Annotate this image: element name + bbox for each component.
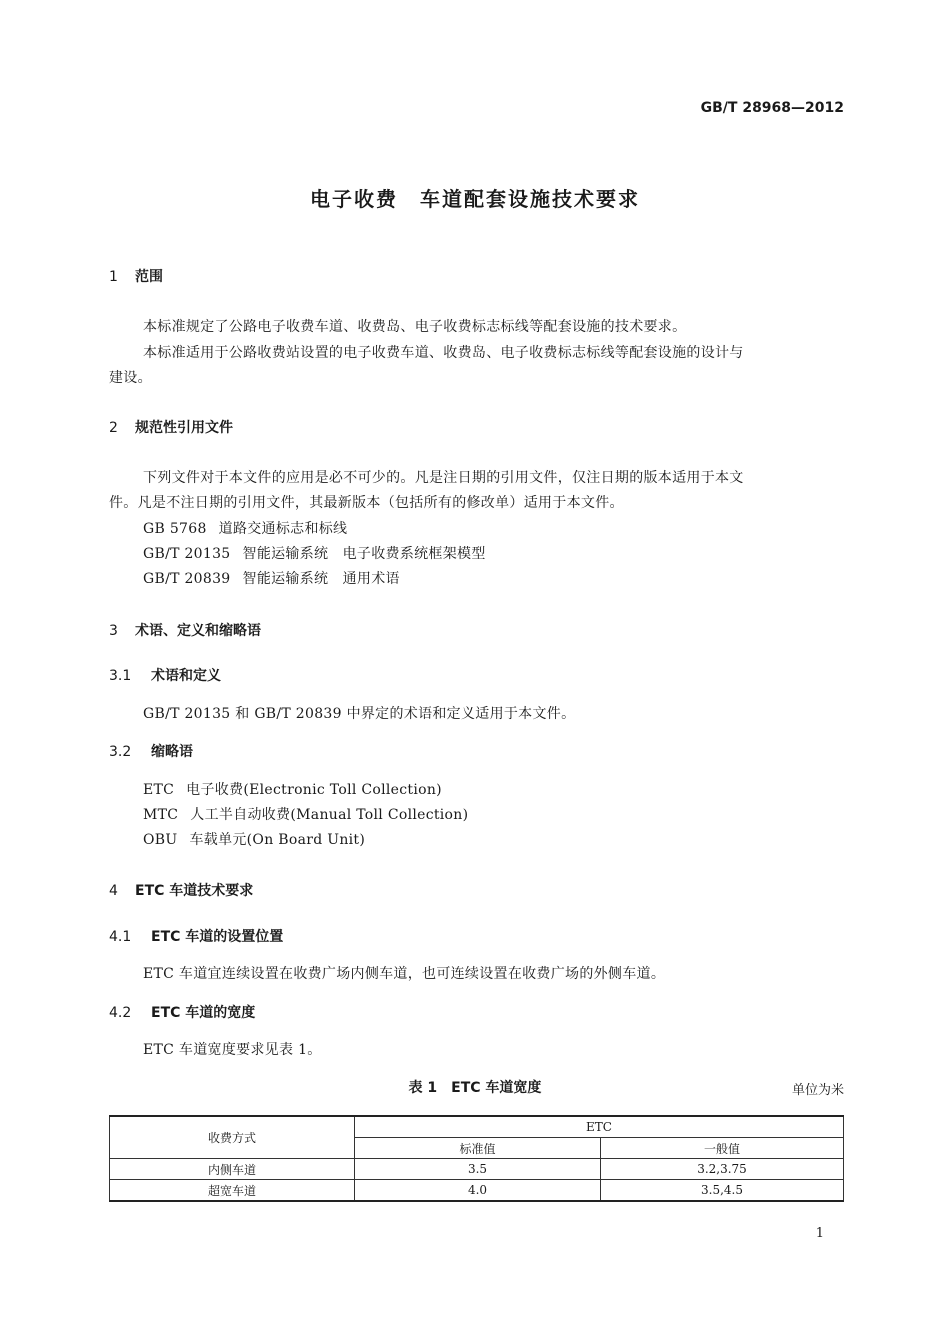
- cell-general: 3.5,4.5: [601, 1180, 844, 1202]
- cell-lane: 超宽车道: [110, 1180, 355, 1202]
- abbreviation: ETC: [143, 782, 175, 798]
- subsection-title: ETC 车道的宽度: [151, 1005, 256, 1021]
- abbreviation: OBU: [143, 832, 178, 848]
- page-number: 1: [815, 1226, 824, 1241]
- abbreviation: MTC: [143, 807, 179, 823]
- section-2-heading: [109, 417, 233, 437]
- abbreviation-item: [143, 804, 468, 824]
- section-title: 术语、定义和缩略语: [135, 623, 261, 639]
- paragraph: GB/T 20135 和 GB/T 20839 中界定的术语和定义适用于本文件。: [143, 706, 576, 722]
- reference-code: GB 5768: [143, 521, 207, 537]
- etc-lane-width-table: [109, 1115, 844, 1202]
- section-title: 规范性引用文件: [135, 420, 233, 436]
- header-cell-general: 一般值: [601, 1138, 844, 1159]
- reference-name: 智能运输系统 电子收费系统框架模型: [242, 546, 486, 562]
- cell-lane: 内侧车道: [110, 1159, 355, 1180]
- paragraph: 下列文件对于本文件的应用是必不可少的。凡是注日期的引用文件，仅注日期的版本适用于本文: [143, 470, 744, 486]
- abbreviation-item: [143, 829, 365, 849]
- reference-item: [143, 568, 400, 588]
- subsection-title: 缩略语: [151, 744, 193, 760]
- section-1-heading: [109, 266, 163, 286]
- section-title: ETC 车道技术要求: [135, 883, 254, 899]
- section-title: 范围: [135, 269, 163, 285]
- subsection-number: 4.1: [109, 929, 132, 945]
- abbreviation-full: 人工半自动收费(Manual Toll Collection): [190, 807, 469, 823]
- abbreviation-full: 电子收费(Electronic Toll Collection): [186, 782, 442, 798]
- reference-item: [143, 518, 347, 538]
- table-unit: 单位为米: [791, 1083, 844, 1098]
- table-row: [110, 1180, 844, 1202]
- subsection-title: ETC 车道的设置位置: [151, 929, 284, 945]
- subsection-3-1-heading: [109, 665, 221, 685]
- section-4-heading: [109, 880, 253, 900]
- header-cell-method: 收费方式: [110, 1116, 355, 1159]
- standard-number: GB/T 28968—2012: [700, 100, 844, 116]
- reference-name: 智能运输系统 通用术语: [242, 571, 400, 587]
- paragraph: 件。凡是不注日期的引用文件，其最新版本（包括所有的修改单）适用于本文件。: [109, 495, 624, 511]
- subsection-4-2-heading: [109, 1002, 255, 1022]
- paragraph: 本标准适用于公路收费站设置的电子收费车道、收费岛、电子收费标志标线等配套设施的设计与: [143, 345, 744, 361]
- section-3-heading: [109, 620, 261, 640]
- reference-code: GB/T 20839: [143, 571, 231, 587]
- cell-standard: 4.0: [355, 1180, 601, 1202]
- paragraph: 建设。: [109, 370, 152, 386]
- subsection-number: 3.1: [109, 668, 132, 684]
- document-title: 电子收费 车道配套设施技术要求: [310, 187, 640, 211]
- cell-standard: 3.5: [355, 1159, 601, 1180]
- section-number: 2: [109, 420, 118, 436]
- table-caption: 表 1 ETC 车道宽度: [408, 1080, 542, 1096]
- section-number: 1: [109, 269, 118, 285]
- paragraph: ETC 车道宽度要求见表 1。: [143, 1042, 322, 1058]
- section-number: 3: [109, 623, 118, 639]
- table-header-row: [110, 1116, 844, 1138]
- cell-general: 3.2,3.75: [601, 1159, 844, 1180]
- subsection-number: 3.2: [109, 744, 132, 760]
- subsection-title: 术语和定义: [151, 668, 221, 684]
- paragraph: ETC 车道宜连续设置在收费广场内侧车道，也可连续设置在收费广场的外侧车道。: [143, 966, 666, 982]
- abbreviation-item: [143, 779, 442, 799]
- reference-code: GB/T 20135: [143, 546, 231, 562]
- reference-name: 道路交通标志和标线: [218, 521, 348, 537]
- header-cell-standard: 标准值: [355, 1138, 601, 1159]
- subsection-3-2-heading: [109, 741, 193, 761]
- subsection-4-1-heading: [109, 926, 283, 946]
- abbreviation-full: 车载单元(On Board Unit): [189, 832, 366, 848]
- subsection-number: 4.2: [109, 1005, 132, 1021]
- section-number: 4: [109, 883, 118, 899]
- header-cell-etc: ETC: [355, 1116, 844, 1138]
- reference-item: [143, 543, 486, 563]
- table-row: [110, 1159, 844, 1180]
- paragraph: 本标准规定了公路电子收费车道、收费岛、电子收费标志标线等配套设施的技术要求。: [143, 319, 687, 335]
